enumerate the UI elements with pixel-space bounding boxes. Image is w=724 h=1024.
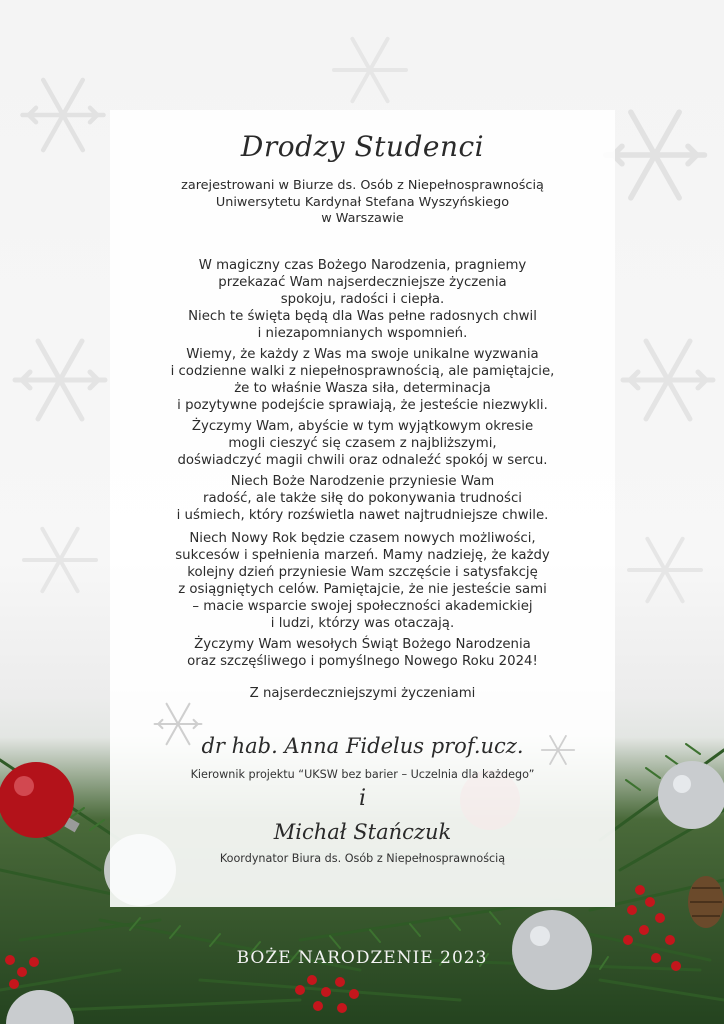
paragraph-line: Wiemy, że każdy z Was ma swoje unikalne wyzwania [186,347,539,362]
paragraph-line: i uśmiech, który rozświetla nawet najtrudniejsze chwile. [176,508,549,523]
snowflake-icon [330,30,410,110]
signature-role: Kierownik projektu “UKSW bez barier – Uczelnia dla każdego” [190,768,535,781]
snowflake-icon [18,70,108,160]
letter-card [110,110,615,907]
recipient-address [110,178,615,228]
wish-paragraph [110,530,615,632]
wish-paragraph [110,473,615,524]
paragraph-line: i codzienne walki z niepełnosprawnością, ale pamiętajcie, [170,364,555,379]
snowflake-icon [20,520,100,600]
address-line: w Warszawie [321,211,404,226]
paragraph-line: spokoju, radości i ciepła. [280,292,445,307]
address-line: zarejestrowani w Biurze ds. Osób z Niepełnosprawnością [181,178,544,193]
paragraph-line: – macie wsparcie swojej społeczności akademickiej [192,599,533,614]
signature-name: dr hab. Anna Fidelus prof.ucz. [201,734,524,758]
wish-paragraph [110,257,615,342]
paragraph-line: W magiczny czas Bożego Narodzenia, pragniemy [198,258,527,273]
signature-name: Michał Stańczuk [273,820,452,844]
paragraph-line: kolejny dzień przyniesie Wam szczęście i satysfakcję [187,565,538,580]
paragraph-line: z osiągniętych celów. Pamiętajcie, że nie jesteście sami [178,582,547,597]
wish-paragraph [110,346,615,414]
paragraph-line: Niech Nowy Rok będzie czasem nowych możliwości, [189,531,536,546]
signature-conjunction: i [358,786,367,811]
wish-paragraph [110,418,615,469]
address-line: Uniwersytetu Kardynał Stefana Wyszyńskiego [215,194,510,210]
wish-paragraph [110,636,615,670]
paragraph-line: i niezapomnianych wspomnień. [257,326,468,341]
paragraph-line: Życzymy Wam wesołych Świąt Bożego Narodzenia [194,637,531,652]
paragraph-line: mogli cieszyć się czasem z najbliższymi, [228,436,497,451]
paragraph-line: doświadczyć magii chwili oraz odnaleźć spokój w sercu. [177,453,548,468]
pine-cone [688,876,724,928]
paragraph-line: przekazać Wam najserdeczniejsze życzenia [218,275,507,290]
footer-caption: BOŻE NARODZENIE 2023 [236,948,488,968]
red-ornament [0,762,80,838]
signature-role: Koordynator Biura ds. Osób z Niepełnosprawnością [219,852,506,865]
paragraph-line: sukcesów i spełnienia marzeń. Mamy nadzieję, że każdy [175,548,550,563]
snowflake-icon [618,330,718,430]
paragraph-line: radość, ale także siłę do pokonywania trudności [203,491,522,506]
paragraph-line: Z najserdeczniejszymi życzeniami [249,686,476,701]
paragraph-line: oraz szczęśliwego i pomyślnego Nowego Roku 2024! [187,654,538,669]
greeting-title: Drodzy Studenci [240,130,485,163]
paragraph-line: Niech Boże Narodzenie przyniesie Wam [230,474,495,489]
paragraph-line: i pozytywne podejście sprawiają, że jesteście niezwykli. [177,398,548,413]
paragraph-line: że to właśnie Wasza siła, determinacja [234,381,491,396]
paragraph-line: i ludzi, którzy was otaczają. [270,616,455,631]
snowflake-icon [625,530,705,610]
snowflake-icon [600,100,710,210]
paragraph-line: Życzymy Wam, abyście w tym wyjątkowym okresie [191,419,534,434]
snowflake-icon [10,330,110,430]
paragraph-line: Niech te święta będą dla Was pełne radosnych chwil [188,309,537,324]
